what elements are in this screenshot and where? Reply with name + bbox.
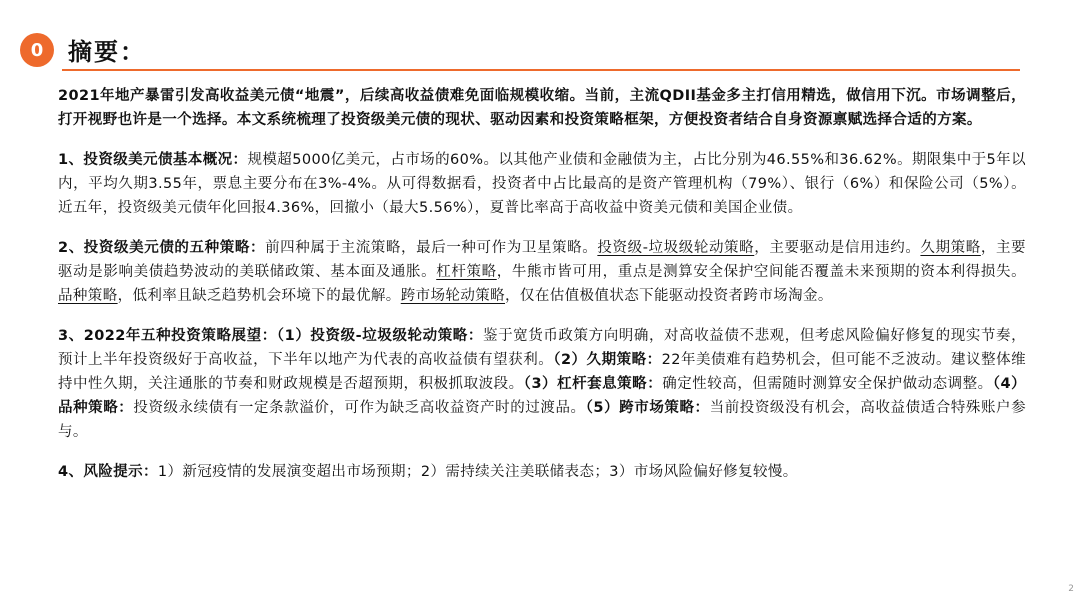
section-4-paragraph [58, 460, 1026, 484]
outlook-2-text: 22年美债难有趋势机会，但可能不乏波动。建议整体维持中性久期，关注通胀的节奏和财政规模是否超预期，积极抓取波段。 [58, 352, 1026, 392]
section-3-paragraph [58, 324, 1026, 444]
section-2-paragraph [58, 236, 1026, 308]
section-2-heading: 2、投资级美元债的五种策略： [58, 240, 266, 256]
outlook-1-text: 鉴于宽货币政策方向明确，对高收益债不悲观，但考虑风险偏好修复的现实节奏，预计上半年投资级好于高收益，下半年以地产为代表的高收益债有望获利。 [58, 328, 1026, 368]
section-2-text: ，低利率且缺乏趋势机会环境下的最优解。 [117, 288, 401, 304]
outlook-2-heading: （2）久期策略： [553, 352, 662, 368]
page-number: 2 [1068, 584, 1074, 594]
section-number-badge: 0 [20, 33, 54, 67]
section-2-text: 前四种属于主流策略，最后一种可作为卫星策略。 [265, 240, 598, 256]
header-divider [62, 69, 1020, 71]
strategy-name-leverage: 杠杆策略 [436, 264, 497, 280]
section-4-heading: 4、风险提示： [58, 464, 158, 480]
strategy-name-product: 品种策略 [58, 288, 118, 304]
section-3-heading: 3、2022年五种投资策略展望： [58, 328, 277, 344]
section-1-text: 规模超5000亿美元，占市场的60%。以其他产业债和金融债为主，占比分别为46.55%和36.62%。期限集中于5年以内，平均久期3.55年，票息主要分布在3%-4%。从可得数据看，投资者中占比最高的是资产管理机构（79%）、银行（6%）和保险公司（5%）。近五年，投资级美元债年化回报4.36%，回撤小（最大5.56%），夏普比率高于高收益中资美元债和美国企业债。 [58, 152, 1026, 216]
section-4-text: 1）新冠疫情的发展演变超出市场预期；2）需持续关注美联储表态；3）市场风险偏好修复较慢。 [157, 464, 798, 480]
outlook-5-text: 当前投资级没有机会，高收益债适合特殊账户参与。 [58, 400, 1027, 440]
section-2-text: ，牛熊市皆可用，重点是测算安全保护空间能否覆盖未来预期的资本利得损失。 [496, 264, 1026, 280]
section-2-text: ，主要驱动是影响美债趋势波动的美联储政策、基本面及通胀。 [58, 240, 1026, 280]
section-2-text: ，仅在估值极值状态下能驱动投资者跨市场淘金。 [505, 288, 833, 304]
section-1-heading: 1、投资级美元债基本概况： [58, 152, 248, 168]
outlook-1-heading: （1）投资级-垃圾级轮动策略： [276, 328, 483, 344]
section-2-text: ，主要驱动是信用违约。 [754, 240, 921, 256]
section-header [20, 30, 1020, 70]
outlook-3-heading: （3）杠杆套息策略： [523, 376, 663, 392]
outlook-5-heading: （5）跨市场策略： [585, 400, 710, 416]
outlook-3-text: 确定性较高，但需随时测算安全保护做动态调整。 [662, 376, 993, 392]
summary-body [58, 84, 1026, 500]
strategy-name-ig-hy-rotation: 投资级-垃圾级轮动策略 [597, 240, 755, 256]
section-title: 摘要： [68, 38, 146, 66]
section-1-paragraph [58, 148, 1026, 220]
intro-paragraph: 2021年地产暴雷引发高收益美元债“地震”，后续高收益债难免面临规模收缩。当前，主流QDII基金多主打信用精选，做信用下沉。市场调整后，打开视野也许是一个选择。本文系统梳理了投资级美元债的现状、驱动因素和投资策略框架，方便投资者结合自身资源禀赋选择合适的方案。 [58, 88, 1026, 128]
strategy-name-duration: 久期策略 [920, 240, 981, 256]
outlook-4-text: 投资级永续债有一定条款溢价，可作为缺乏高收益资产时的过渡品。 [133, 400, 586, 416]
outlook-4-heading: （4）品种策略： [58, 376, 1026, 416]
strategy-name-cross-market: 跨市场轮动策略 [400, 288, 506, 304]
